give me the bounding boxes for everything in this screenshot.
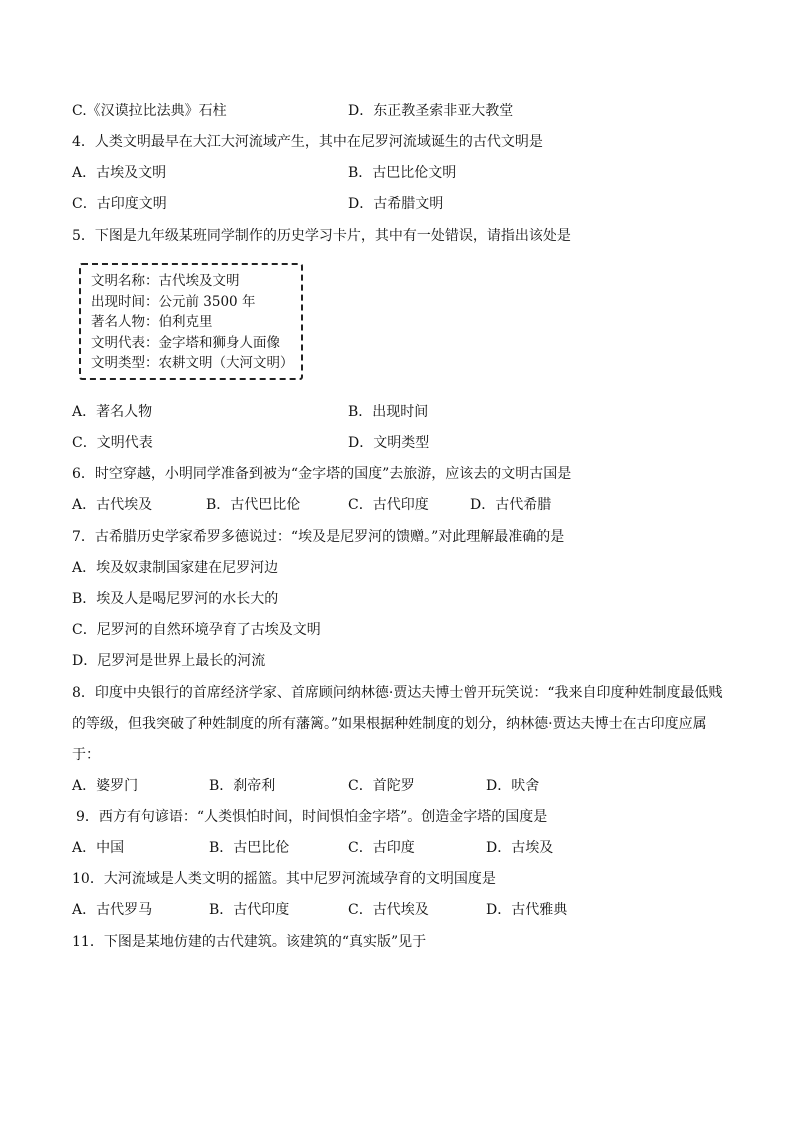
q6-option-b: B．古代巴比伦 [206,497,301,513]
q4-stem: 4．人类文明最早在大江大河流域产生，其中在尼罗河流域诞生的古代文明是 [72,134,543,150]
q8-option-c: C．首陀罗 [348,778,415,794]
q4-option-b: B．古巴比伦文明 [348,165,457,181]
q4-option-a: A．古埃及文明 [72,165,167,181]
q5-option-c: C．文明代表 [72,435,153,451]
q4-option-d: D．古希腊文明 [348,196,444,212]
q7-option-d: D．尼罗河是世界上最长的河流 [72,653,266,669]
q5-option-d: D．文明类型 [348,435,430,451]
q9-option-a: A．中国 [72,840,125,856]
q8-option-a: A．婆罗门 [72,778,139,794]
card-line-person: 著名人物：伯利克里 [91,314,213,330]
card-line-representative: 文明代表：金字塔和狮身人面像 [91,334,280,351]
q11-stem: 11．下图是某地仿建的古代建筑。该建筑的“真实版”见于 [72,934,427,950]
q9-option-b: B．古巴比伦 [209,840,290,856]
q7-option-a: A．埃及奴隶制国家建在尼罗河边 [72,560,279,576]
q8-stem-line-2: 的等级，但我突破了种姓制度的所有藩篱。”如果根据种姓制度的划分，纳林德·贾达夫博士在古印度应属 [72,716,707,732]
q8-stem-line-1: 8．印度中央银行的首席经济学家、首席顾问纳林德·贾达夫博士曾开玩笑说：“我来自印度种姓制度最低贱 [72,685,723,701]
q9-option-d: D．古埃及 [486,840,554,856]
q8-option-b: B．刹帝利 [209,778,276,794]
q5-option-a: A．著名人物 [72,404,153,420]
q3-option-d: D．东正教圣索非亚大教堂 [348,103,514,119]
q4-option-c: C．古印度文明 [72,196,167,212]
card-line-time: 出现时间：公元前 3500 年 [91,293,256,310]
q8-stem-line-3: 于： [72,747,100,763]
q6-option-c: C．古代印度 [348,497,429,513]
q10-option-c: C．古代埃及 [348,902,429,918]
q10-stem: 10．大河流域是人类文明的摇篮。其中尼罗河流域孕育的文明国度是 [72,871,496,887]
card-line-name: 文明名称：古代埃及文明 [91,273,240,289]
q7-option-b: B．埃及人是喝尼罗河的水长大的 [72,591,279,607]
q6-stem: 6．时空穿越，小明同学准备到被为“金字塔的国度”去旅游，应该去的文明古国是 [72,466,572,482]
q6-option-a: A．古代埃及 [72,497,153,513]
q3-option-c: C.《汉谟拉比法典》石柱 [72,103,227,119]
q10-option-d: D．古代雅典 [486,902,568,918]
q7-option-c: C．尼罗河的自然环境孕育了古埃及文明 [72,622,321,638]
q9-option-c: C．古印度 [348,840,415,856]
q5-stem: 5．下图是九年级某班同学制作的历史学习卡片，其中有一处错误，请指出该处是 [72,228,571,244]
q6-option-d: D．古代希腊 [470,497,552,513]
q10-option-a: A．古代罗马 [72,902,153,918]
history-study-card [79,263,303,380]
card-line-type: 文明类型：农耕文明（大河文明） [91,355,294,371]
q5-option-b: B．出现时间 [348,404,429,420]
q10-option-b: B．古代印度 [209,902,290,918]
q8-option-d: D．吠舍 [486,778,540,794]
q9-stem: 9．西方有句谚语：“人类惧怕时间，时间惧怕金字塔”。创造金字塔的国度是 [76,809,548,825]
q7-stem: 7．古希腊历史学家希罗多德说过：“埃及是尼罗河的馈赠。”对此理解最准确的是 [72,529,565,545]
